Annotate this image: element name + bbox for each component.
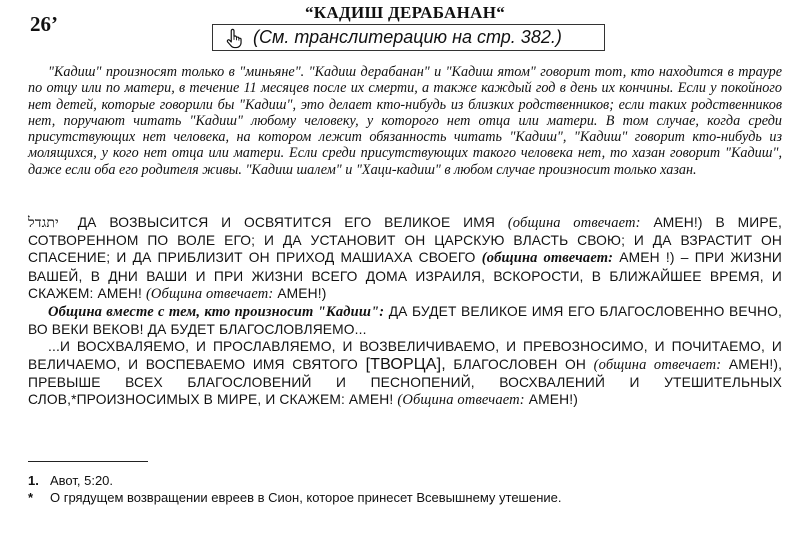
prayer-text: В МИРЕ, СОТВОРЕННОМ ПО ВОЛЕ ЕГО; И ДА УСТАНОВИТ ОН ЦАРСКУЮ ВЛАСТЬ СВОЮ; И ДА ВЗРАСТИТ ОН СПАСЕНИЕ; И ДА ПРИБЛИЗИТ ОН ПРИХОД МАШИАХА СВОЕГО xyxy=(28,215,783,266)
footnote-mark: 1. xyxy=(28,473,39,488)
footnote-mark: * xyxy=(28,490,34,505)
congregation-response-cue: (община отвечает: xyxy=(481,250,614,267)
prayer-text: ...И ВОСХВАЛЯЕМО, И ПРОСЛАВЛЯЕМО, И ВОЗВЕЛИЧИВАЕМО, И ПРЕВОЗНОСИМО, И ПОЧИТАЕМО, И ВЕЛИЧАЕМО, И ВОСПЕВАЕМО ИМЯ СВЯТОГО xyxy=(28,339,782,372)
congregation-response-cue: (Община отвечает: xyxy=(145,285,274,302)
prayer-text: ДА БУДЕТ ВЕЛИКОЕ ИМЯ ЕГО БЛАГОСЛОВЕННО ВЕЧНО, ВО ВЕКИ ВЕКОВ! ДА БУДЕТ БЛАГОСЛОВЛЯЕМО... xyxy=(28,304,783,338)
prayer-paragraph-2 xyxy=(28,303,782,338)
footnote-text: Авот, 5:20. xyxy=(50,473,114,488)
footnotes xyxy=(28,472,782,506)
pointing-hand-icon xyxy=(223,27,245,49)
congregation-response-cue: (община отвечает: xyxy=(593,356,722,373)
transliteration-note: (См. транслитерацию на стр. 382.) xyxy=(253,27,562,47)
intro-paragraph: "Кадиш" произносят только в "миньяне". "Кадиш дерабанан" и "Кадиш ятом" говорит тот, кто находится в трауре по отцу или по матери, в течение 11 месяцев после их смерти, а также каждый год в день их кончины. Если у покойного нет детей, которые говорили бы "Кадиш", это делает кто-нибудь из близких родственников; если таких родственников нет, поручают читать "Кадиш" любому человеку, у которого нет отца или матери. В том случае, когда среди присутствующих нет человека, на котором лежит обязанность читать "Кадиш", "Кадиш" говорит кто-нибудь из молящихся, у кого нет отца или матери. Если среди присутствующих такого человека нет, то хазан говорит "Кадиш", даже если оба его родителя живы. "Кадиш шалем" и "Хаци-кадиш" в любом случае произносит только хазан. xyxy=(28,64,782,178)
congregation-response-cue: (Община отвечает: xyxy=(397,392,525,409)
kaddish-prayer-text xyxy=(28,214,782,409)
amen-response: АМЕН!), xyxy=(728,356,783,372)
congregation-response-cue: (община отвечает: xyxy=(507,215,641,231)
hebrew-opening-word: יתגדל xyxy=(28,215,59,231)
prayer-text: – ПРИ ЖИЗНИ ВАШЕЙ, В ДНИ ВАШИ И ПРИ ЖИЗНИ ВСЕГО ДОМА ИЗРАИЛЯ, ВСКОРОСТИ, В БЛИЖАЙШЕЕ ВРЕМЯ, И СКАЖЕМ: АМЕН! xyxy=(28,250,783,301)
amen-response: АМЕН!) xyxy=(653,215,703,230)
footnote-asterisk xyxy=(28,489,782,506)
prayer-text: ДА ВОЗВЫСИТСЯ И ОСВЯТИТСЯ ЕГО ВЕЛИКОЕ ИМЯ xyxy=(77,215,496,230)
footnote-divider xyxy=(28,461,148,462)
prayer-text: БЛАГОСЛОВЕН ОН xyxy=(453,356,587,372)
page-number: 26’ xyxy=(30,12,58,36)
prayer-text: ПРЕВЫШЕ ВСЕХ БЛАГОСЛОВЕНИЙ И ПЕСНОПЕНИЙ, ВОСХВАЛЕНИЙ И УТЕШИТЕЛЬНЫХ СЛОВ,*ПРОИЗНОСИМЫХ В МИРЕ, И СКАЖЕМ: АМЕН! xyxy=(28,374,782,408)
amen-response: АМЕН!) xyxy=(277,285,327,301)
amen-response: АМЕН !) xyxy=(619,250,675,266)
prayer-paragraph-3 xyxy=(28,338,782,409)
bracketed-word: [ТВОРЦА], xyxy=(365,355,446,373)
page-title: “КАДИШ ДЕРАБАНАН“ xyxy=(304,3,506,22)
amen-response: АМЕН!) xyxy=(528,392,578,408)
footnote-1 xyxy=(28,472,782,489)
transliteration-reference-box[interactable] xyxy=(212,24,605,51)
congregation-instruction: Община вместе с тем, кто произносит "Кадиш": xyxy=(48,304,385,321)
prayer-paragraph-1 xyxy=(28,214,782,303)
footnote-text: О грядущем возвращении евреев в Сион, которое принесет Всевышнему утешение. xyxy=(50,490,562,505)
